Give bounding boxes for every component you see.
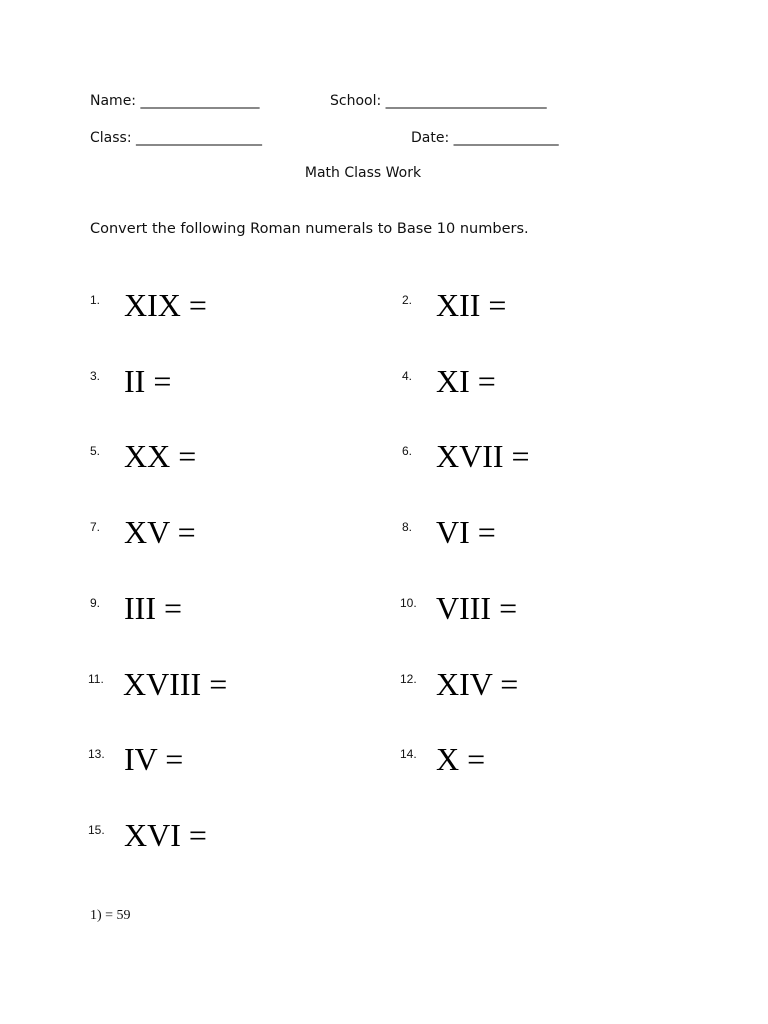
problem-expression: XI = [436,363,496,399]
problem-expression: VIII = [436,590,518,626]
problem-expression: XX = [124,438,197,474]
page-title: Math Class Work [304,165,422,181]
problem-expression: X = [436,741,486,777]
problem-number: 1. [90,293,101,307]
problem-number: 6. [402,444,413,458]
problem-expression: XVI = [124,817,207,853]
problem-expression: XIX = [124,287,207,323]
problem-expression: XIV = [436,666,519,702]
problem-number: 4. [402,369,413,383]
problem-expression: XV = [124,514,196,550]
problem-expression: IV = [124,741,184,777]
problem-expression: XVII = [436,438,530,474]
class-field: Class: __________________ [90,130,262,146]
problem-number: 9. [90,596,101,610]
problem-number: 2. [402,293,413,307]
problem-expression: II = [124,363,172,399]
date-field: Date: _______________ [411,130,559,146]
problem-number: 15. [88,823,105,837]
problem-number: 3. [90,369,101,383]
problem-expression: VI = [436,514,496,550]
problem-number: 7. [90,520,101,534]
problem-number: 10. [400,596,417,610]
problem-expression: XII = [436,287,507,323]
problem-number: 5. [90,444,101,458]
instructions-text: Convert the following Roman numerals to Base 10 numbers. [90,221,529,237]
problem-number: 14. [400,747,417,761]
answer-note: 1) = 59 [90,908,131,923]
problem-number: 11. [88,672,104,686]
name-field: Name: _________________ [90,93,260,109]
problem-number: 13. [88,747,105,761]
problem-number: 12. [400,672,417,686]
school-field: School: _______________________ [330,93,547,109]
problem-expression: XVIII = [123,666,228,702]
problem-number: 8. [402,520,413,534]
problem-expression: III = [124,590,183,626]
